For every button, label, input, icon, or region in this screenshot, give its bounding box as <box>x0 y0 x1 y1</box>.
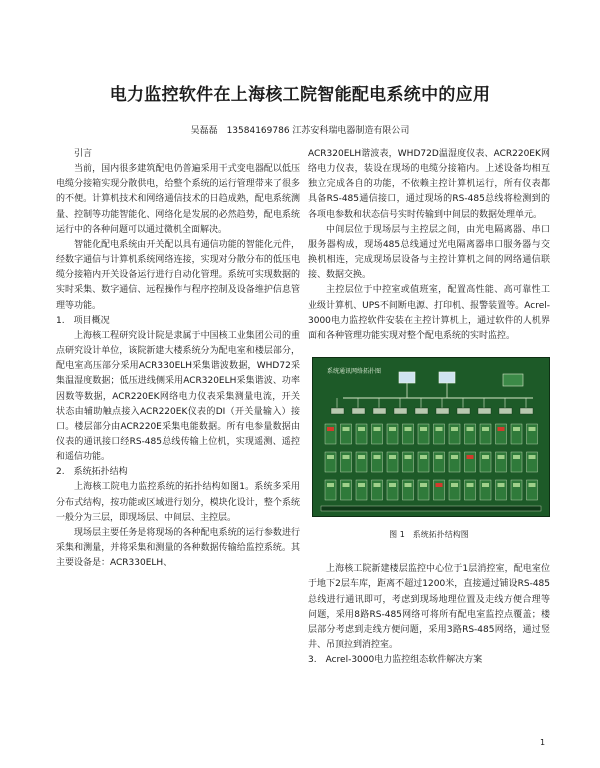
meter-indicator <box>529 455 536 459</box>
page-number: 1 <box>540 738 546 747</box>
meter-indicator <box>529 427 536 431</box>
right-column-top-text <box>308 147 550 344</box>
meter-indicator <box>513 427 520 431</box>
right-column-top-paragraph: ACR320ELH谐波表，WHD72D温湿度仪表、ACR220EK网络电力仪表，装设在现场的电缆分接箱内。上述设备均相互独立完成各自的功能，不依赖主控计算机运行，所有仪表都具备RS-485通信接口，通过现场的RS-485总线将检测到的各项电参数和状态信号实时传输到中间层的数据处理单元。 <box>308 149 550 220</box>
printer-icon <box>503 374 523 386</box>
computer-icon <box>399 372 415 383</box>
meter-indicator <box>467 427 474 431</box>
left-column <box>56 147 300 571</box>
computer-icon <box>439 372 455 383</box>
serial-server-icon <box>499 408 512 414</box>
meter-indicator <box>405 427 412 431</box>
author-line: 吴磊磊 13584169786 江苏安科瑞电器制造有限公司 <box>190 126 410 136</box>
meter-indicator <box>529 483 536 487</box>
serial-server-icon <box>520 408 533 414</box>
right-column-top-paragraph: 中间层位于现场层与主控层之间，由光电隔离器、串口服务器构成，现场485总线通过光电隔离器串口服务器与交换机相连，完成现场层设备与主控计算机之间的网络通信联接、数据交换。 <box>308 224 550 281</box>
meter-indicator <box>482 427 489 431</box>
meter-indicator <box>451 455 458 459</box>
figure-caption: 图 1 系统拓扑结构图 <box>389 530 469 540</box>
right-column <box>308 147 550 668</box>
meter-indicator <box>482 455 489 459</box>
meter-indicator <box>513 455 520 459</box>
topology-diagram <box>313 358 549 516</box>
meter-indicator <box>513 483 520 487</box>
figure-inner-title: 系统通讯网络拓扑图 <box>327 368 382 376</box>
meter-indicator <box>389 427 396 431</box>
serial-server-icon <box>352 408 365 414</box>
serial-server-icon <box>478 408 491 414</box>
meter-indicator <box>389 455 396 459</box>
left-column-paragraph: 上海核工院电力监控系统的拓扑结构如图1。系统多采用分布式结构，按功能或区域进行划分，模块化设计，整个系统一般分为三层，即现场层、中间层、主控层。 <box>56 482 300 523</box>
left-column-paragraph: 2. 系统拓扑结构 <box>56 467 128 478</box>
status-bar <box>321 506 541 511</box>
meter-indicator <box>358 427 365 431</box>
meter-indicator <box>498 483 505 487</box>
left-column-paragraph: 1. 项目概况 <box>56 315 110 326</box>
meter-indicator <box>436 427 443 431</box>
meter-indicator <box>358 455 365 459</box>
meter-indicator <box>482 483 489 487</box>
meter-indicator <box>405 483 412 487</box>
meter-indicator <box>498 455 505 459</box>
meter-indicator <box>420 483 427 487</box>
meter-indicator <box>374 427 381 431</box>
serial-server-icon <box>373 408 386 414</box>
meter-indicator <box>343 455 350 459</box>
meter-indicator <box>358 483 365 487</box>
right-column-bottom-text <box>308 562 550 668</box>
meter-indicator <box>451 427 458 431</box>
paper-title: 电力监控软件在上海核工院智能配电系统中的应用 <box>109 85 491 105</box>
meter-indicator <box>343 483 350 487</box>
left-column-paragraph: 引言 <box>74 149 93 159</box>
meter-indicator <box>467 455 474 459</box>
meter-indicator <box>389 483 396 487</box>
serial-server-icon <box>394 408 407 414</box>
right-column-bottom-paragraph: 上海核工院新建楼层监控中心位于1层消控室，配电室位于地下2层车库，距离不超过1200米，直接通过铺设RS-485总线进行通讯即可，考虑到现场地理位置及走线方便合理等问题，采用8路RS-485网络可将所有配电室监控点覆盖；楼层部分考虑到走线方便问题，采用3路RS-485网络，通过竖井、吊顶拉到消控室。 <box>308 564 550 650</box>
meter-indicator <box>405 455 412 459</box>
serial-server-icon <box>457 408 470 414</box>
meter-indicator <box>420 455 427 459</box>
meter-indicator <box>420 427 427 431</box>
meter-indicator <box>436 455 443 459</box>
serial-server-icon <box>436 408 449 414</box>
meter-indicator <box>374 455 381 459</box>
meter-indicator <box>451 483 458 487</box>
left-column-paragraph: 当前，国内很多建筑配电仍普遍采用干式变电器配以低压电缆分接箱实现分散供电，给整个系统的运行管理带来了很多的不便。计算机技术和网络通信技术的日趋成熟，配电系统测量、控制等功能智能化、网络化是发展的必然趋势，配电系统运行中的各种问题可以通过微机全面解决。 <box>56 164 300 235</box>
meter-indicator <box>327 427 334 431</box>
meter-indicator <box>343 427 350 431</box>
meter-indicator <box>498 427 505 431</box>
left-column-paragraph: 上海核工程研究设计院是隶属于中国核工业集团公司的重点研究设计单位，该院新建大楼系统分为配电室和楼层部分，配电室高压部分采用ACR330ELH采集谐波数据，WHD72采集温湿度数据；低压进线侧采用ACR320ELH采集谐波、功率因数等数据，ACR220EK网络电力仪表采集测量电流，开关状态由辅助触点接入ACR220EK仪表的DI（开关量输入）接口。楼层部分由ACR220E采集电能数据。所有电参量数据由仪表的通讯接口经RS-485总线传输上位机，实现遥测、遥控和遥信功能。 <box>56 330 300 463</box>
meter-indicator <box>327 483 334 487</box>
right-column-top-paragraph: 主控层位于中控室或值班室，配置高性能、高可靠性工业级计算机、UPS不间断电源、打印机、报警装置等。Acrel-3000电力监控软件安装在主控计算机上，通过软件的人机界面和各种管理功能实现对整个配电系统的实时监控。 <box>308 285 550 341</box>
left-column-paragraph: 智能化配电系统由开关配以具有通信功能的智能化元件，经数字通信与计算机系统网络连接，实现对分散分布的低压电缆分接箱内开关设备运行进行自动化管理。系统可实现数据的实时采集、数字通信、远程操作与程序控制及设备维护信息管理等功能。 <box>56 239 300 311</box>
serial-server-icon <box>331 408 344 414</box>
meter-indicator <box>327 455 334 459</box>
serial-server-icon <box>415 408 428 414</box>
left-column-paragraph: 现场层主要任务是将现场的各种配电系统的运行参数进行采集和测量，并将采集和测量的各种数据传输给监控系统。其主要设备是：ACR330ELH、 <box>56 527 300 569</box>
meter-indicator <box>467 483 474 487</box>
meter-indicator <box>436 483 443 487</box>
meter-indicator <box>374 483 381 487</box>
right-column-bottom-paragraph: 3. Acrel-3000电力监控组态软件解决方案 <box>308 655 483 666</box>
topology-figure <box>312 357 550 517</box>
